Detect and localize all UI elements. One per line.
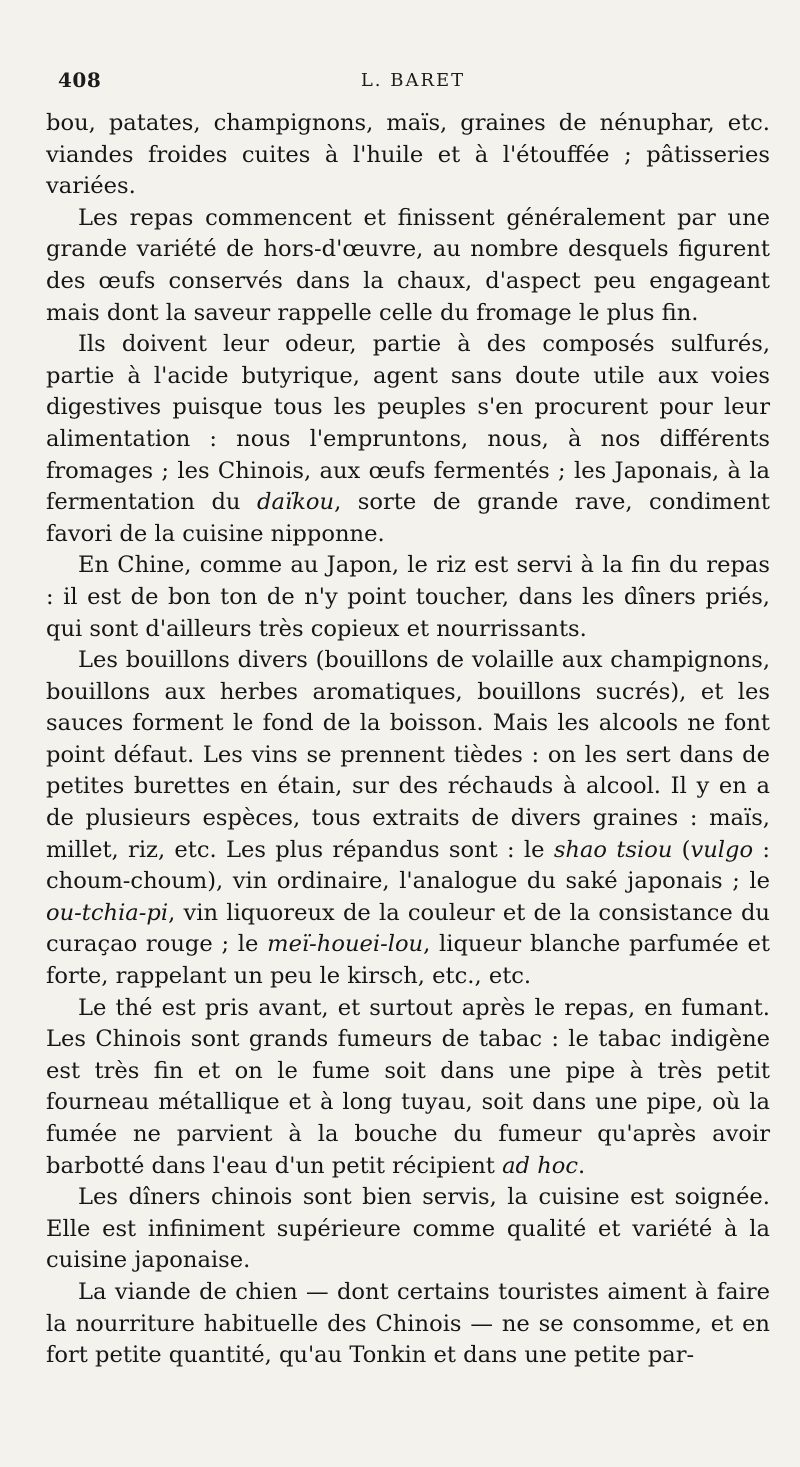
italic-term: ad hoc	[502, 1152, 579, 1179]
text-run: (	[672, 836, 691, 863]
paragraph	[46, 1277, 770, 1372]
italic-term: daïkou	[257, 489, 335, 516]
paragraph	[46, 1182, 770, 1277]
italic-term: ou-tchia-pi	[46, 899, 169, 926]
text-run: La viande de chien — dont certains touristes aiment à faire la nourriture habituelle des Chinois — ne se consomme, et en fort petite quantité, qu'au Tonkin et dans une petite par-	[46, 1278, 770, 1369]
paragraph	[46, 993, 770, 1183]
text-run: bou, patates, champignons, maïs, graines de nénuphar, etc. viandes froides cuites à l'huile et à l'étouffée ; pâtisseries variées.	[46, 110, 770, 200]
paragraph	[46, 203, 770, 329]
italic-term: meï-houei-lou	[267, 931, 424, 958]
text-run: Le thé est pris avant, et surtout après le repas, en fumant. Les Chinois sont grands fumeurs de tabac : le tabac indigène est très fin et on le fume soit dans une pipe à très petit fourneau métallique et à long tuyau, soit dans une pipe, où la fumée ne parvient à la bouche du fumeur qu'après avoir barbotté dans l'eau d'un petit récipient	[46, 994, 770, 1179]
text-run: Les bouillons divers (bouillons de volaille aux champignons, bouillons aux herbes aromatiques, bouillons sucrés), et les sauces forment le fond de la boisson. Mais les alcools ne font point défaut. Les vins se prennent tièdes : on les sert dans de petites burettes en étain, sur des réchauds à alcool. Il y en a de plusieurs espèces, tous extraits de divers graines : maïs, millet, riz, etc. Les plus répandus sont : le	[46, 647, 770, 863]
body-text	[46, 108, 770, 1372]
text-run: , sorte de grande rave, condiment favori de la cuisine nipponne.	[46, 489, 770, 547]
text-run: Les repas commencent et finissent généralement par une grande variété de hors-d'œuvre, au nombre desquels figurent des œufs conservés dans la chaux, d'aspect peu engageant mais dont la saveur rappelle celle du fromage le plus fin.	[46, 204, 770, 326]
text-run: : choum-choum), vin ordinaire, l'analogue du saké japonais ; le	[46, 836, 770, 895]
text-run: , vin liquoreux de la couleur et de la consistance du curaçao rouge ; le	[46, 899, 770, 958]
paragraph	[46, 329, 770, 550]
page-number: 408	[58, 68, 102, 92]
italic-term: vulgo	[690, 836, 754, 863]
text-run: Ils doivent leur odeur, partie à des composés sulfurés, partie à l'acide butyrique, agent sans doute utile aux voies digestives puisque tous les peuples s'en procurent pour leur alimentation : nous l'empruntons, nous, à nos différents fromages ; les Chinois, aux œufs fermentés ; les Japonais, à la fermentation du	[46, 331, 770, 516]
italic-term: shao tsiou	[553, 836, 673, 863]
paragraph	[46, 550, 770, 645]
paragraph	[46, 108, 770, 203]
text-run: , liqueur blanche parfumée et forte, rappelant un peu le kirsch, etc., etc.	[46, 931, 770, 990]
running-head: L. BARET	[360, 70, 466, 91]
page-header	[58, 68, 768, 98]
text-run: Les dîners chinois sont bien servis, la cuisine est soignée. Elle est infiniment supérieure comme qualité et variété à la cuisine japonaise.	[46, 1184, 770, 1274]
text-run: En Chine, comme au Japon, le riz est servi à la fin du repas : il est de bon ton de n'y point toucher, dans les dîners priés, qui sont d'ailleurs très copieux et nourrissants.	[46, 552, 770, 642]
paragraph	[46, 645, 770, 993]
text-run: .	[578, 1152, 586, 1179]
